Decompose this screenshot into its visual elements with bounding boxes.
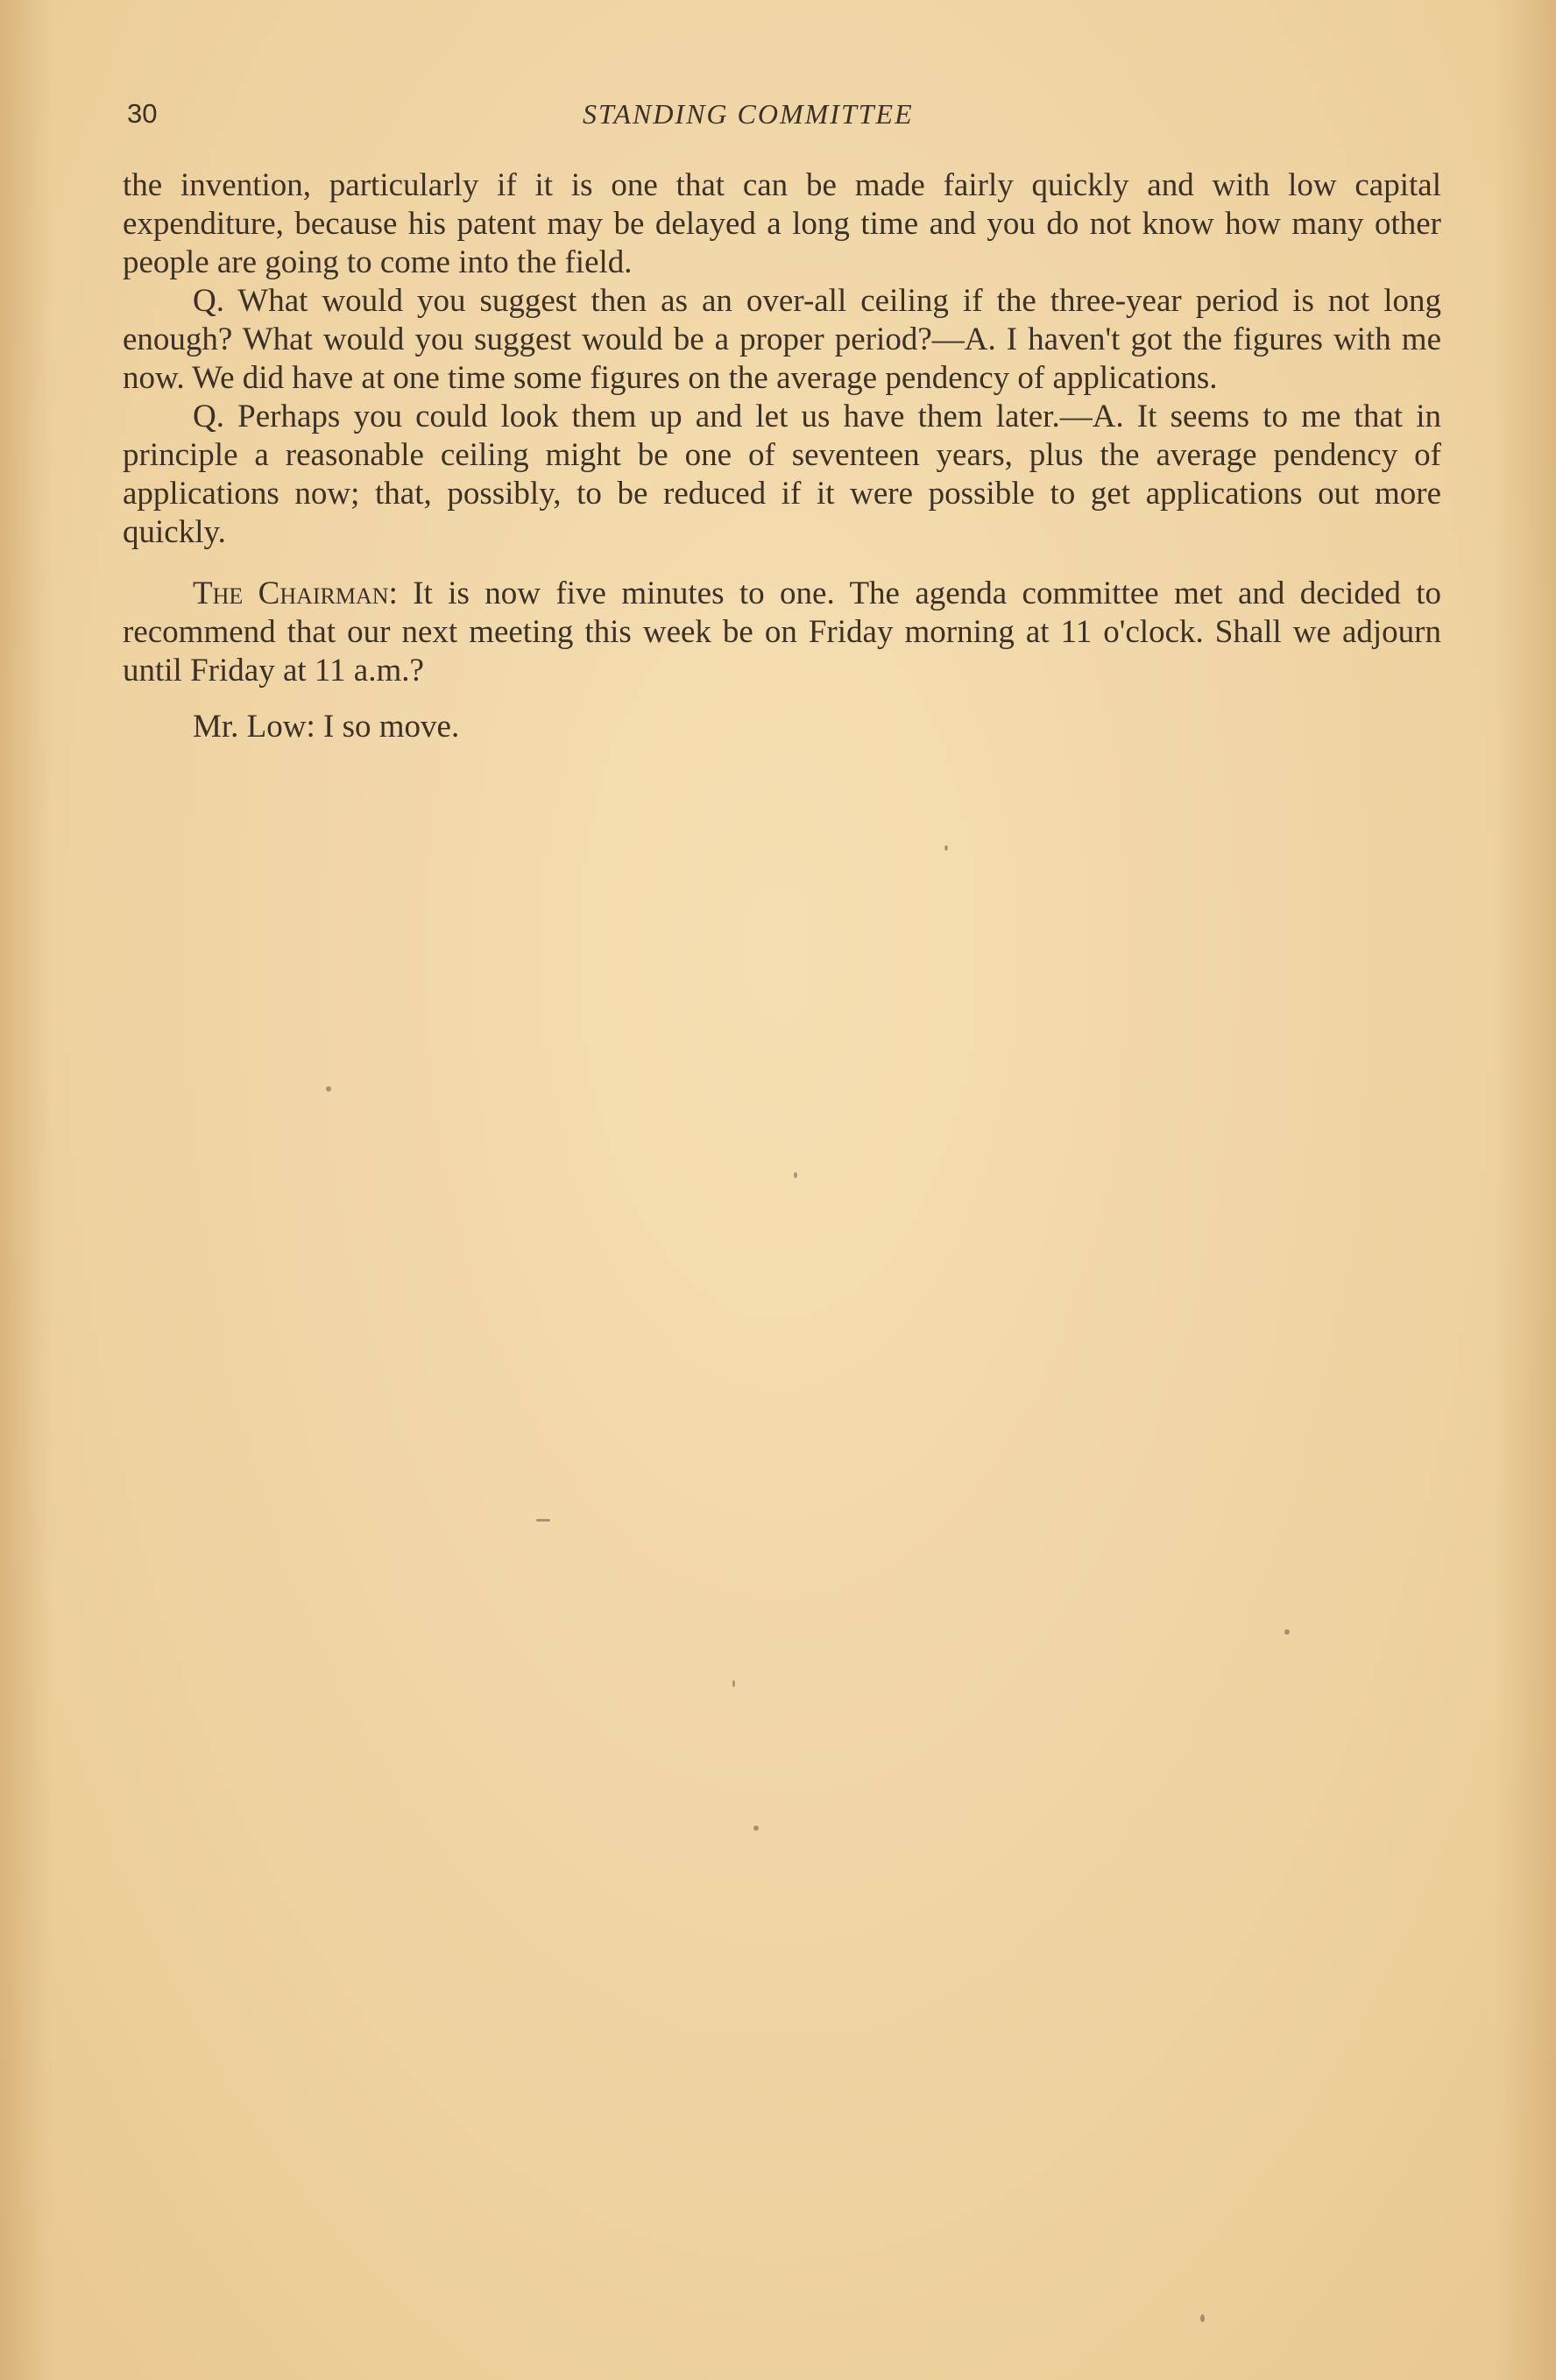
paper-speck — [753, 1826, 759, 1831]
paper-speck — [732, 1680, 735, 1687]
paper-speck — [1284, 1629, 1290, 1635]
paragraph-question-figures: Q. Perhaps you could look them up and let us have them later.—A. It seems to me that in principle a reasonable ceiling might be one of seventeen years, plus the average pendency of applications now; that, possibly, to be reduced if it were possible to get applications out more quickly. — [123, 399, 1441, 550]
paper-speck — [944, 845, 948, 851]
paper-speck — [794, 1172, 797, 1178]
paragraph-chairman — [123, 575, 1441, 690]
paragraph-motion: Mr. Low: I so move. — [193, 709, 460, 745]
page-edge-right — [1495, 0, 1556, 2380]
page-header — [127, 98, 1441, 142]
paper-speck — [536, 1519, 550, 1522]
page-number: 30 — [127, 98, 158, 129]
chairman-statement: : It is now five minutes to one. The agenda committee met and decided to recommend that our next meeting this week be on Friday morning at 11 o'clock. Shall we adjourn until Friday at 11 a.m.? — [123, 576, 1441, 689]
paper-speck — [1200, 2314, 1205, 2322]
body-text — [123, 166, 1441, 746]
speaker-name: The Chairman — [193, 576, 389, 611]
running-head: STANDING COMMITTEE — [583, 98, 914, 130]
page-edge-left — [0, 0, 53, 2380]
paper-speck — [326, 1086, 331, 1091]
paragraph-continuation: the invention, particularly if it is one that can be made fairly quickly and with low capital expenditure, because his patent may be delayed a long time and you do not know how many other people are going to come into the field. — [123, 167, 1441, 280]
paragraph-question-ceiling: Q. What would you suggest then as an over-all ceiling if the three-year period is not long enough? What would you suggest would be a proper period?—A. I haven't got the figures with me now. We did have at one time some figures on the average pendency of applications. — [123, 283, 1441, 396]
